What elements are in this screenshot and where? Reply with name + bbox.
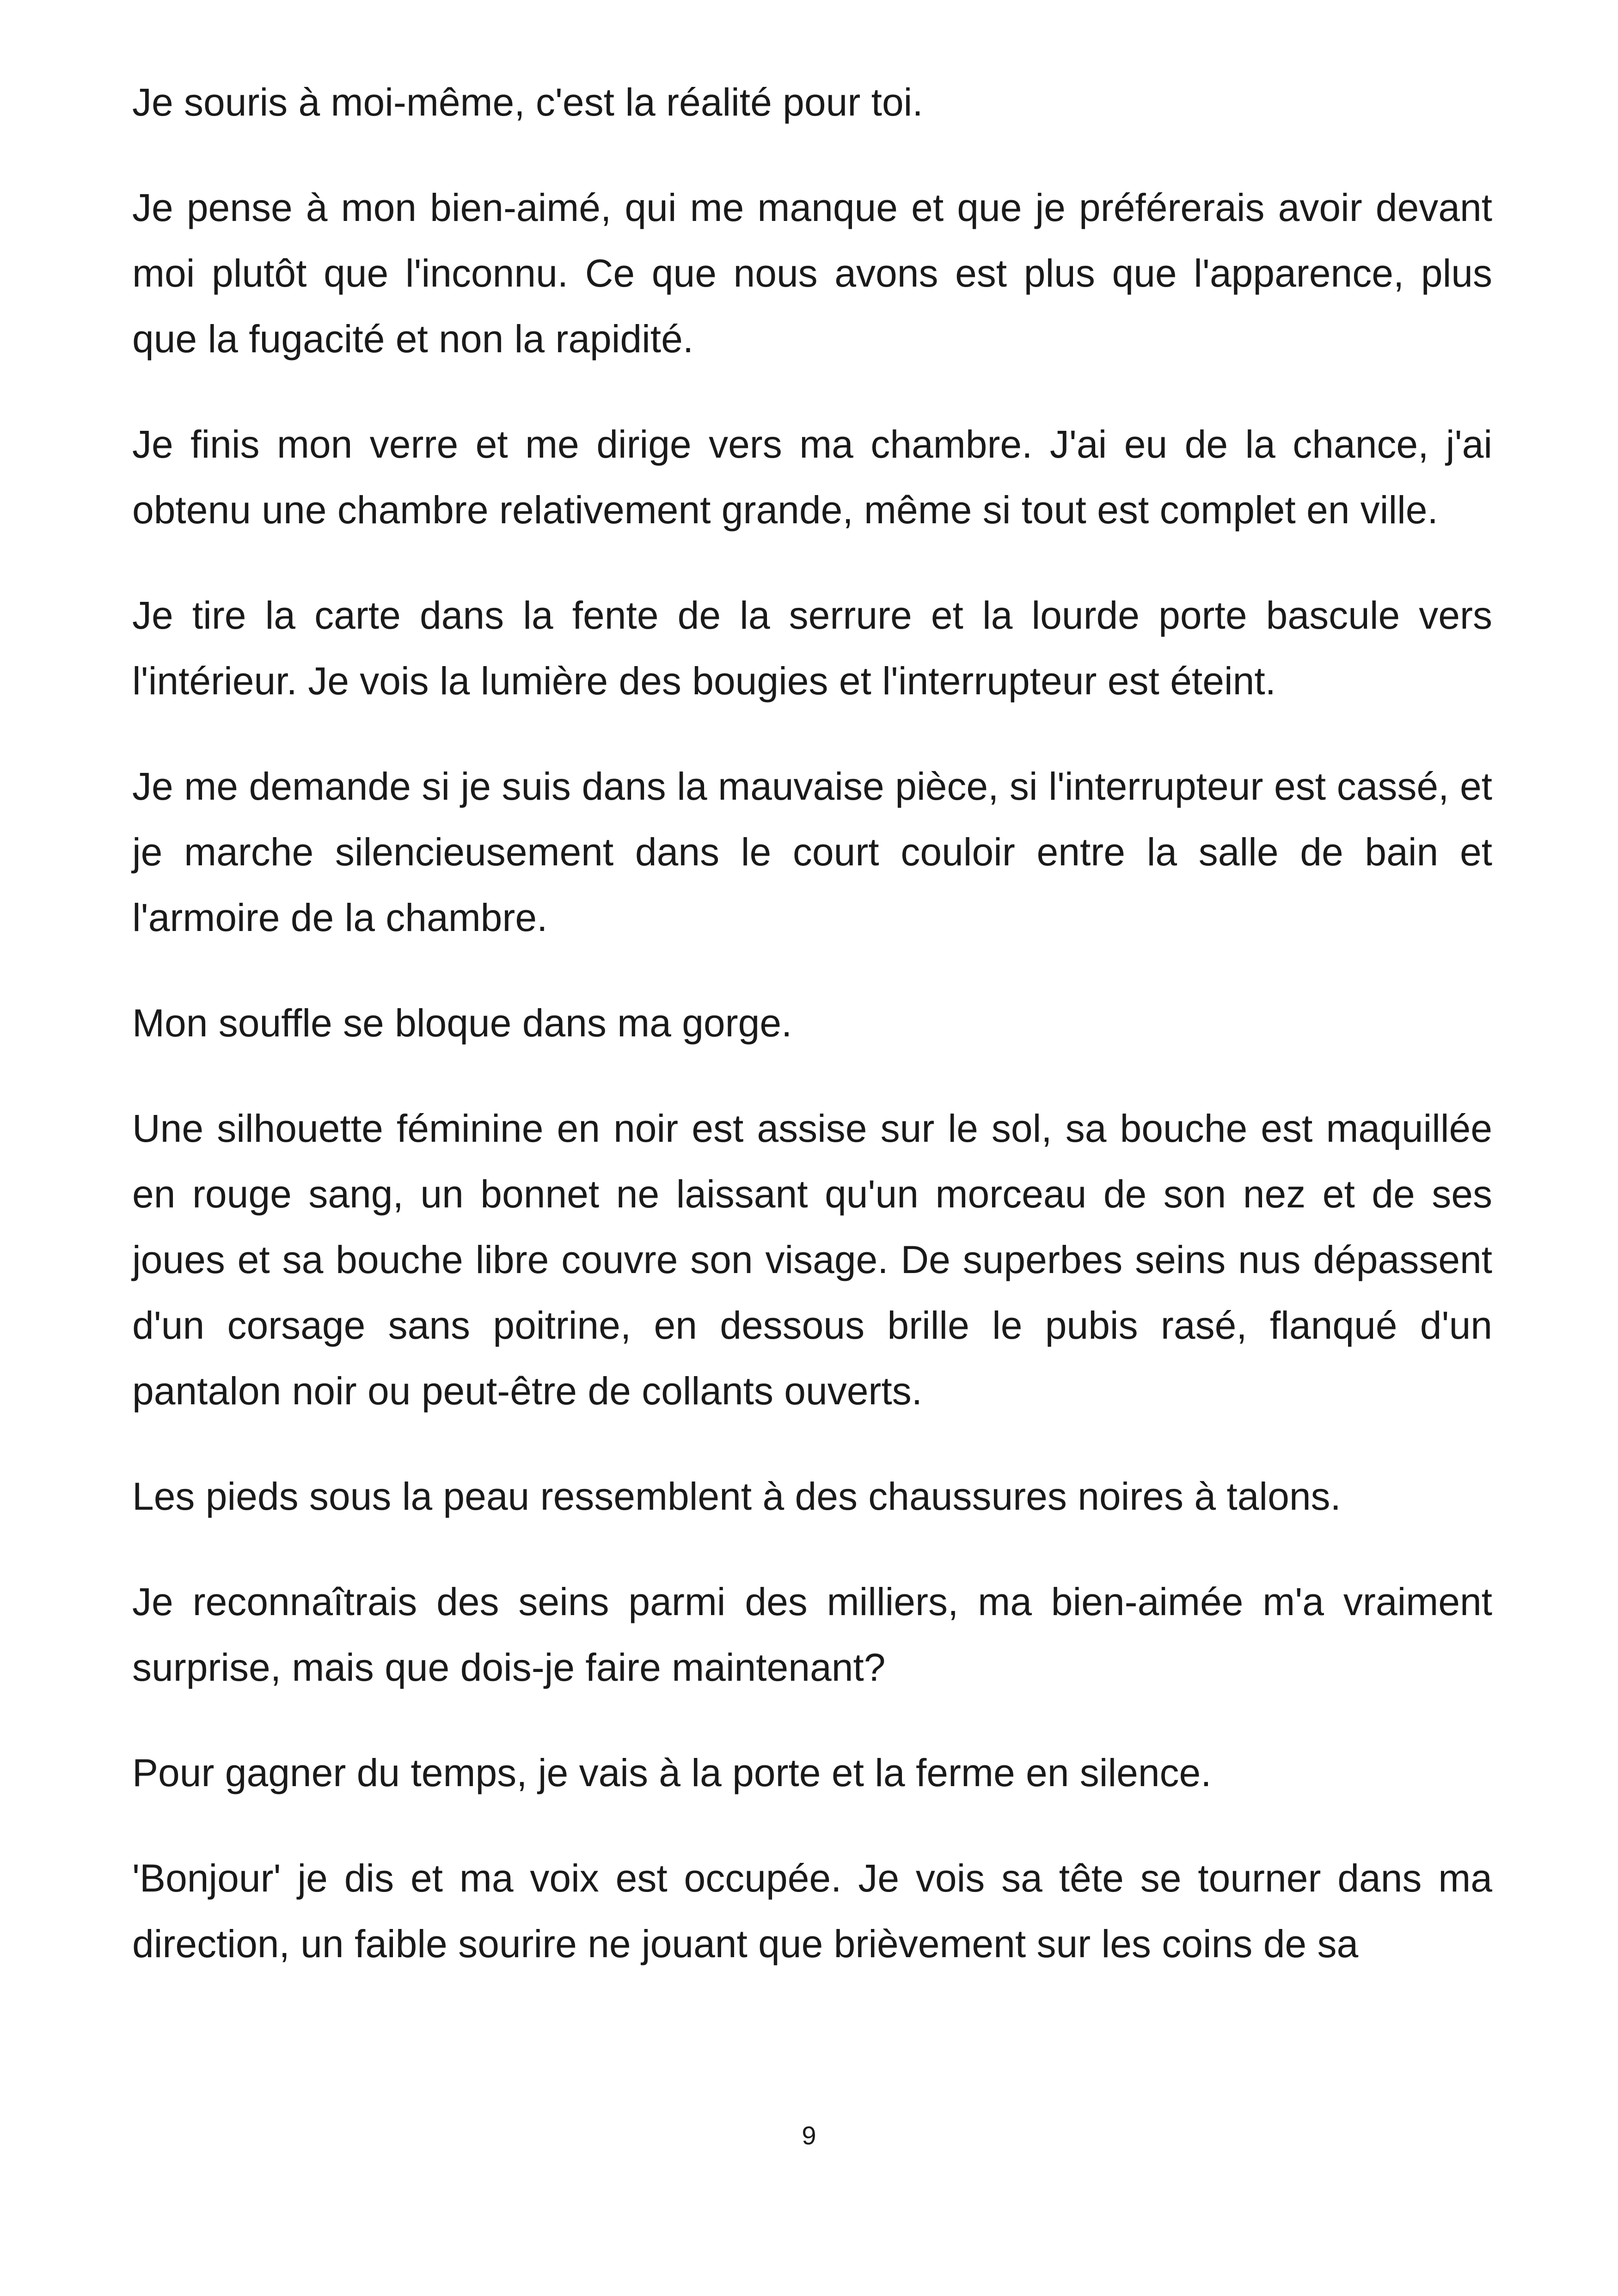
- paragraph-2: Je pense à mon bien-aimé, qui me manque et que je préférerais avoir devant moi plutôt que l'inconnu. Ce que nous avons est plus que l'apparence, plus que la fugacité et non la rapidité.: [132, 186, 1492, 361]
- paragraph-3: Je finis mon verre et me dirige vers ma chambre. J'ai eu de la chance, j'ai obtenu une chambre relativement grande, même si tout est complet en ville.: [132, 422, 1492, 532]
- paragraph-6: Mon souffle se bloque dans ma gorge.: [132, 1001, 792, 1045]
- paragraph-7: Une silhouette féminine en noir est assise sur le sol, sa bouche est maquillée en rouge sang, un bonnet ne laissant qu'un morceau de son nez et de ses joues et sa bouche libre couvre son visage. De superbes seins nus dépassent d'un corsage sans poitrine, en dessous brille le pubis rasé, flanqué d'un pantalon noir ou peut-être de collants ouverts.: [132, 1107, 1492, 1413]
- paragraph-4: Je tire la carte dans la fente de la serrure et la lourde porte bascule vers l'intérieur. Je vois la lumière des bougies et l'interrupteur est éteint.: [132, 594, 1492, 703]
- paragraph-5: Je me demande si je suis dans la mauvaise pièce, si l'interrupteur est cassé, et je marche silencieusement dans le court couloir entre la salle de bain et l'armoire de la chambre.: [132, 765, 1492, 939]
- paragraph-10: Pour gagner du temps, je vais à la porte et la ferme en silence.: [132, 1751, 1212, 1794]
- paragraph-1: Je souris à moi-même, c'est la réalité pour toi.: [132, 80, 923, 124]
- paragraph-8: Les pieds sous la peau ressemblent à des chaussures noires à talons.: [132, 1475, 1341, 1518]
- paragraph-11: 'Bonjour' je dis et ma voix est occupée. Je vois sa tête se tourner dans ma direction, un faible sourire ne jouant que brièvement sur les coins de sa: [132, 1856, 1492, 1965]
- body-text: [132, 69, 1492, 2016]
- page-number: 9: [802, 2121, 816, 2150]
- paragraph-9: Je reconnaîtrais des seins parmi des milliers, ma bien-aimée m'a vraiment surprise, mais que dois-je faire maintenant?: [132, 1580, 1492, 1689]
